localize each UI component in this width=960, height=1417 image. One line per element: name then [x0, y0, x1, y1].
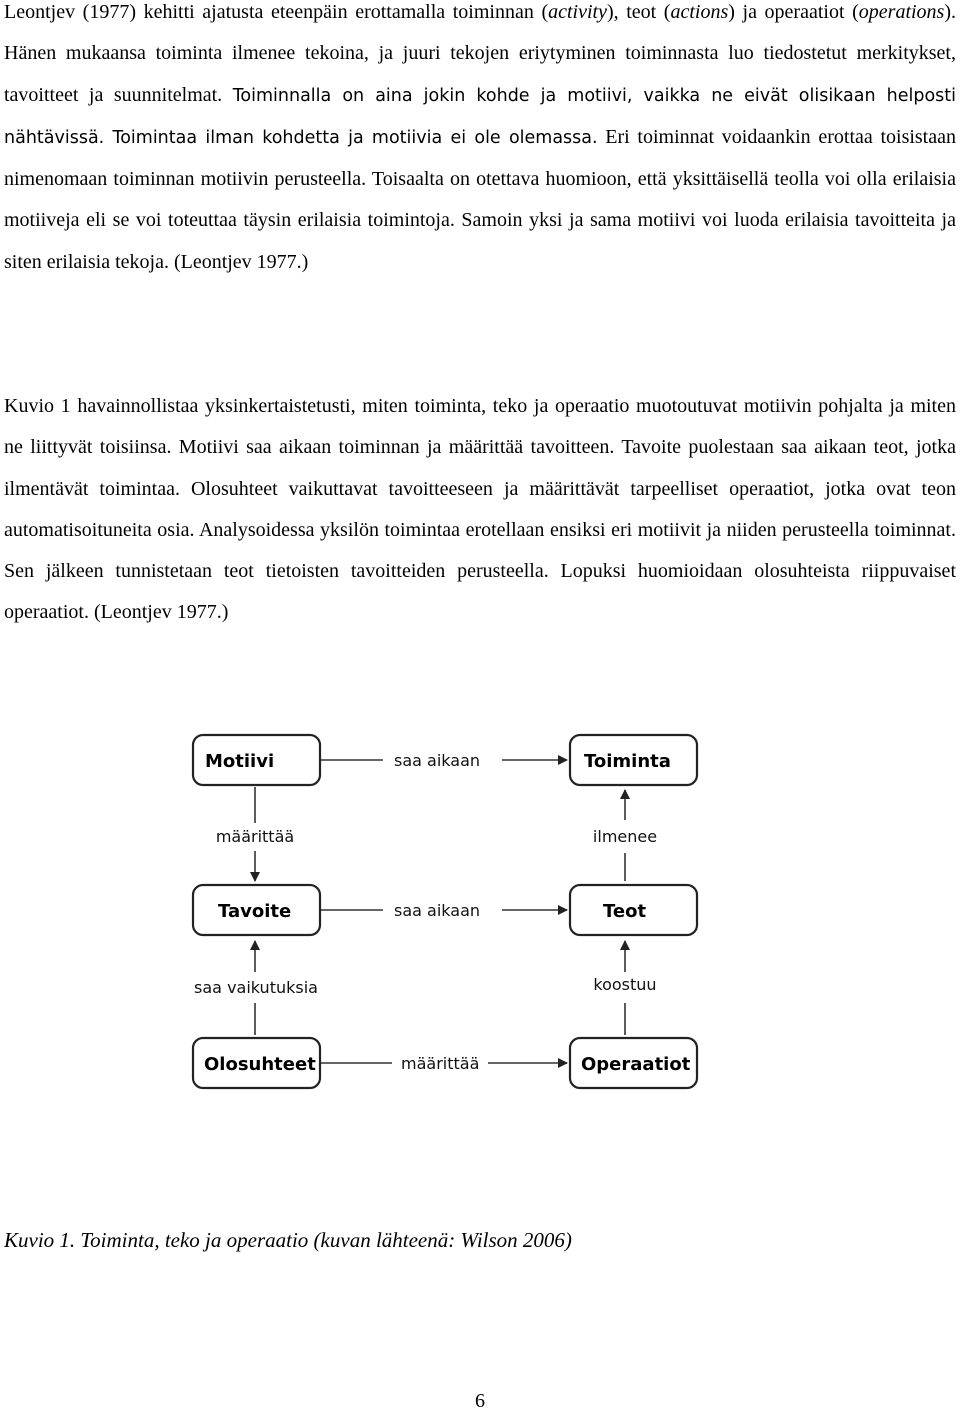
- paragraph-figure-explanation: Kuvio 1 havainnollistaa yksinkertaistetusti, miten toiminta, teko ja operaatio muotoutuvat motiivin pohjalta ja miten ne liittyvät toisiinsa. Motiivi saa aikaan toiminnan ja määrittää tavoitteen. Tavoite puolestaan saa aikaan teot, jotka ilmentävät toimintaa. Olosuhteet vaikuttavat tavoitteeseen ja määrittävät tarpeelliset operaatiot, jotka ovat teon automatisoituneita osia. Analysoidessa yksilön toimintaa erotellaan ensiksi eri motiivit ja niiden perusteella toiminnat. Sen jälkeen tunnistetaan teot tietoisten tavoitteiden perusteella. Lopuksi huomioidaan olosuhteista riippuvaiset operaatiot. (Leontjev 1977.): [4, 395, 956, 624]
- text-run: Leontjev (1977) kehitti ajatusta eteenpäin erottamalla toiminnan (: [4, 1, 549, 23]
- edge-label-saa-aikaan: saa aikaan: [394, 901, 481, 920]
- node-label: Tavoite: [218, 901, 292, 922]
- node-tavoite: [193, 885, 320, 935]
- node-toiminta: [570, 735, 697, 785]
- text-run: ). Hänen mukaansa toiminta ilmenee tekoina, ja juuri tekojen eriytyminen toiminnasta luo tiedostetut merkitykset, tavoitteet ja suunnitelmat.: [4, 1, 957, 106]
- edge-label-saa-vaikutuksia: saa vaikutuksia: [194, 978, 318, 997]
- edge-label-saa-aikaan: saa aikaan: [394, 751, 481, 770]
- node-label: Motiivi: [205, 751, 275, 772]
- term-actions: actions: [670, 1, 729, 23]
- node-label: Teot: [603, 901, 647, 922]
- text-run-sans: Toiminnalla on aina jokin kohde ja motiivi, vaikka ne eivät olisikaan helposti nähtävissä. Toimintaa ilman kohdetta ja motiivia ei ole olemassa.: [4, 85, 956, 148]
- page-number: 6: [475, 1390, 485, 1412]
- term-activity: activity: [548, 1, 607, 23]
- text-run: Eri toiminnat voidaankin erottaa toisistaan nimenomaan toiminnan motiivin perusteella. Toisaalta on otettava huomioon, että yksittäisellä teolla voi olla erilaisia motiiveja eli se voi toteuttaa täysin erilaisia toimintoja. Samoin yksi ja sama motiivi voi luoda erilaisia tavoitteita ja siten erilaisia tekoja. (Leontjev 1977.): [4, 125, 956, 273]
- node-olosuhteet: [193, 1038, 320, 1088]
- node-teot: [570, 885, 697, 935]
- node-operaatiot: [570, 1038, 697, 1088]
- term-operations: operations: [858, 1, 945, 23]
- node-label: Olosuhteet: [204, 1054, 316, 1075]
- node-label: Toiminta: [584, 751, 671, 772]
- text-run: ), teot (: [606, 1, 671, 23]
- figure-caption: Kuvio 1. Toiminta, teko ja operaatio (kuvan lähteenä: Wilson 2006): [4, 1228, 572, 1252]
- edge-label-maarittaa: määrittää: [401, 1054, 480, 1073]
- edge-label-ilmenee: ilmenee: [592, 827, 658, 846]
- edge-label-koostuu: koostuu: [593, 975, 657, 994]
- text-run: ) ja operaatiot (: [728, 1, 859, 23]
- node-motiivi: [193, 735, 320, 785]
- node-label: Operaatiot: [581, 1054, 691, 1075]
- edge-label-maarittaa: määrittää: [215, 827, 295, 846]
